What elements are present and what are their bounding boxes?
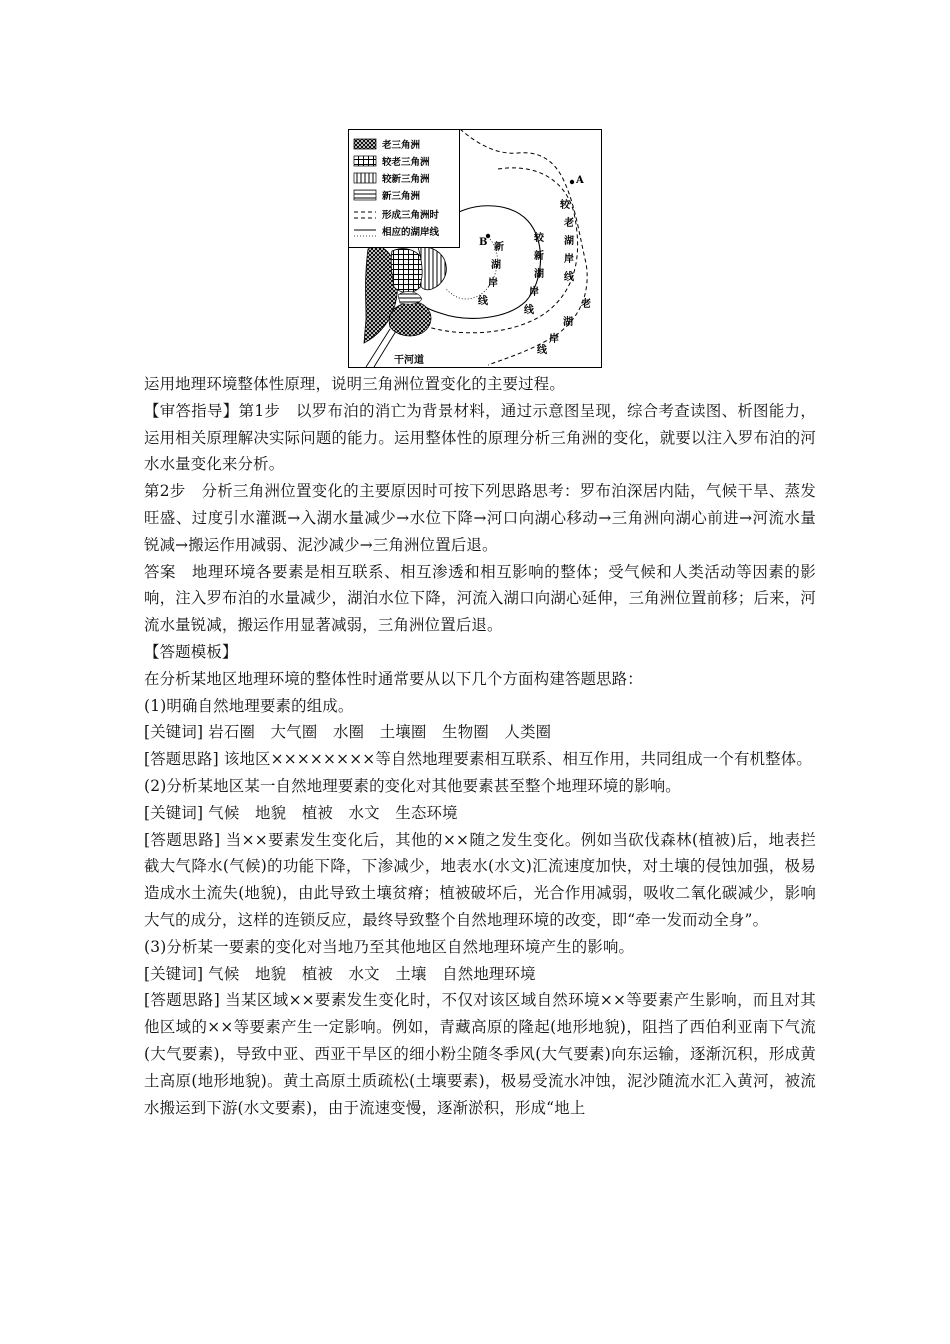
point-b-label: B [479,237,488,248]
point-2-keywords: [关键词] 气候 地貌 植被 水文 生态环境 [144,803,458,822]
delta-diagram [348,129,602,368]
newer-shoreline-label-1: 较 [534,233,544,244]
new-shoreline-label-2: 湖 [491,260,501,271]
template-intro: 在分析某地区地理环境的整体性时通常要从以下几个方面构建答题思路： [144,669,643,688]
legend-shoreline-1: 形成三角洲时 [382,210,440,221]
point-3-heading: (3)分析某一要素的变化对当地乃至其他地区自然地理环境产生的影响。 [144,937,635,956]
old-shoreline-label-4: 线 [537,345,547,356]
older-shoreline-label-2: 老 [564,218,574,229]
older-shoreline-label-3: 湖 [564,236,574,247]
guide-step-2: 第2步 分析三角洲位置变化的主要原因时可按下列思路思考：罗布泊深居内陆，气候干旱、蒸发旺盛、过度引水灌溉→入湖水量减少→水位下降→河口向湖心移动→三角洲向湖心前进→河流水量锐减→搬运作用减弱、泥沙减少→三角洲位置后退。 [144,482,816,554]
old-shoreline-label-2: 湖 [563,317,573,328]
point-1-heading: (1)明确自然地理要素的组成。 [144,696,354,715]
point-1-keywords: [关键词] 岩石圈 大气圈 水圈 土壤圈 生物圈 人类圈 [144,723,552,742]
point-a-marker [570,180,574,184]
legend-swatch-old [354,139,376,149]
new-shoreline-label-4: 线 [478,296,488,307]
delta-map [348,129,602,368]
newer-shoreline-label-2: 新 [534,251,544,262]
dry-river-label: 干河道 [394,355,424,366]
legend-shoreline-2: 相应的湖岸线 [382,227,440,238]
template-heading: 【答题模板】 [144,642,238,661]
newer-shoreline-label-3: 湖 [534,269,544,280]
legend-swatch-newer [354,173,376,183]
point-3-keywords: [关键词] 气候 地貌 植被 水文 土壤 自然地理环境 [144,964,536,983]
legend-swatch-older [354,156,376,166]
question-text: 运用地理环境整体性原理，说明三角洲位置变化的主要过程。 [144,375,565,393]
document-body [144,371,816,1121]
point-2-heading: (2)分析某地区某一自然地理要素的变化对其他要素甚至整个地理环境的影响。 [144,776,681,795]
newer-shoreline-label-5: 线 [524,305,534,316]
older-shoreline-label-1: 较 [560,200,570,211]
legend-old-delta: 老三角洲 [382,140,421,151]
legend-swatch-new [354,190,376,200]
new-shoreline-label-1: 新 [494,242,504,253]
older-shoreline-label-5: 线 [564,272,574,283]
answer-paragraph: 答案 地理环境各要素是相互联系、相互渗透和相互影响的整体；受气候和人类活动等因素的影响，注入罗布泊的水量减少，湖泊水位下降，河流入湖口向湖心延伸，三角洲位置前移；后来，河流水量锐减，搬运作用显著减弱，三角洲位置后退。 [144,562,816,635]
legend-new-delta: 新三角洲 [382,191,421,202]
old-shoreline-label-1: 老 [581,299,591,310]
newer-shoreline-label-4: 岸 [529,287,539,298]
point-2-approach: [答题思路] 当××要素发生变化后，其他的××随之发生变化。例如当砍伐森林(植被)后，地表拦截大气降水(气候)的功能下降，下渗减少，地表水(水文)汇流速度加快，对土壤的侵蚀加强，极易造成水土流失(地貌)，由此导致土壤贫瘠；植被破坏后，光合作用减弱，吸收二氧化碳减少，影响大气的成分，这样的连锁反应，最终导致整个自然地理环境的改变，即“牵一发而动全身”。 [144,830,816,929]
older-shoreline-label-4: 岸 [564,254,574,265]
guide-step-1: 【审答指导】第1步 以罗布泊的消亡为背景材料，通过示意图呈现，综合考查读图、析图能力，运用相关原理解决实际问题的能力。运用整体性的原理分析三角洲的变化，就要以注入罗布泊的河水水量变化来分析。 [144,401,816,474]
old-shoreline-label-3: 岸 [549,334,559,345]
legend-newer-delta: 较新三角洲 [382,174,430,185]
point-1-approach: [答题思路] 该地区××××××××等自然地理要素相互联系、相互作用，共同组成一个有机整体。 [144,750,812,769]
new-shoreline-label-3: 岸 [488,278,498,289]
legend-older-delta: 较老三角洲 [382,157,430,168]
point-a-label: A [576,175,584,186]
point-3-approach: [答题思路] 当某区域××要素发生变化时，不仅对该区域自然环境××等要素产生影响，而且对其他区域的××等要素产生一定影响。例如，青藏高原的隆起(地形地貌)，阻挡了西伯利亚南下气流(大气要素)，导致中亚、西亚干旱区的细小粉尘随冬季风(大气要素)向东运输，逐渐沉积，形成黄土高原(地形地貌)。黄土高原土质疏松(土壤要素)，极易受流水冲蚀，泥沙随流水汇入黄河，被流水搬运到下游(水文要素)，由于流速变慢，逐渐淤积，形成“地上 [144,991,816,1117]
